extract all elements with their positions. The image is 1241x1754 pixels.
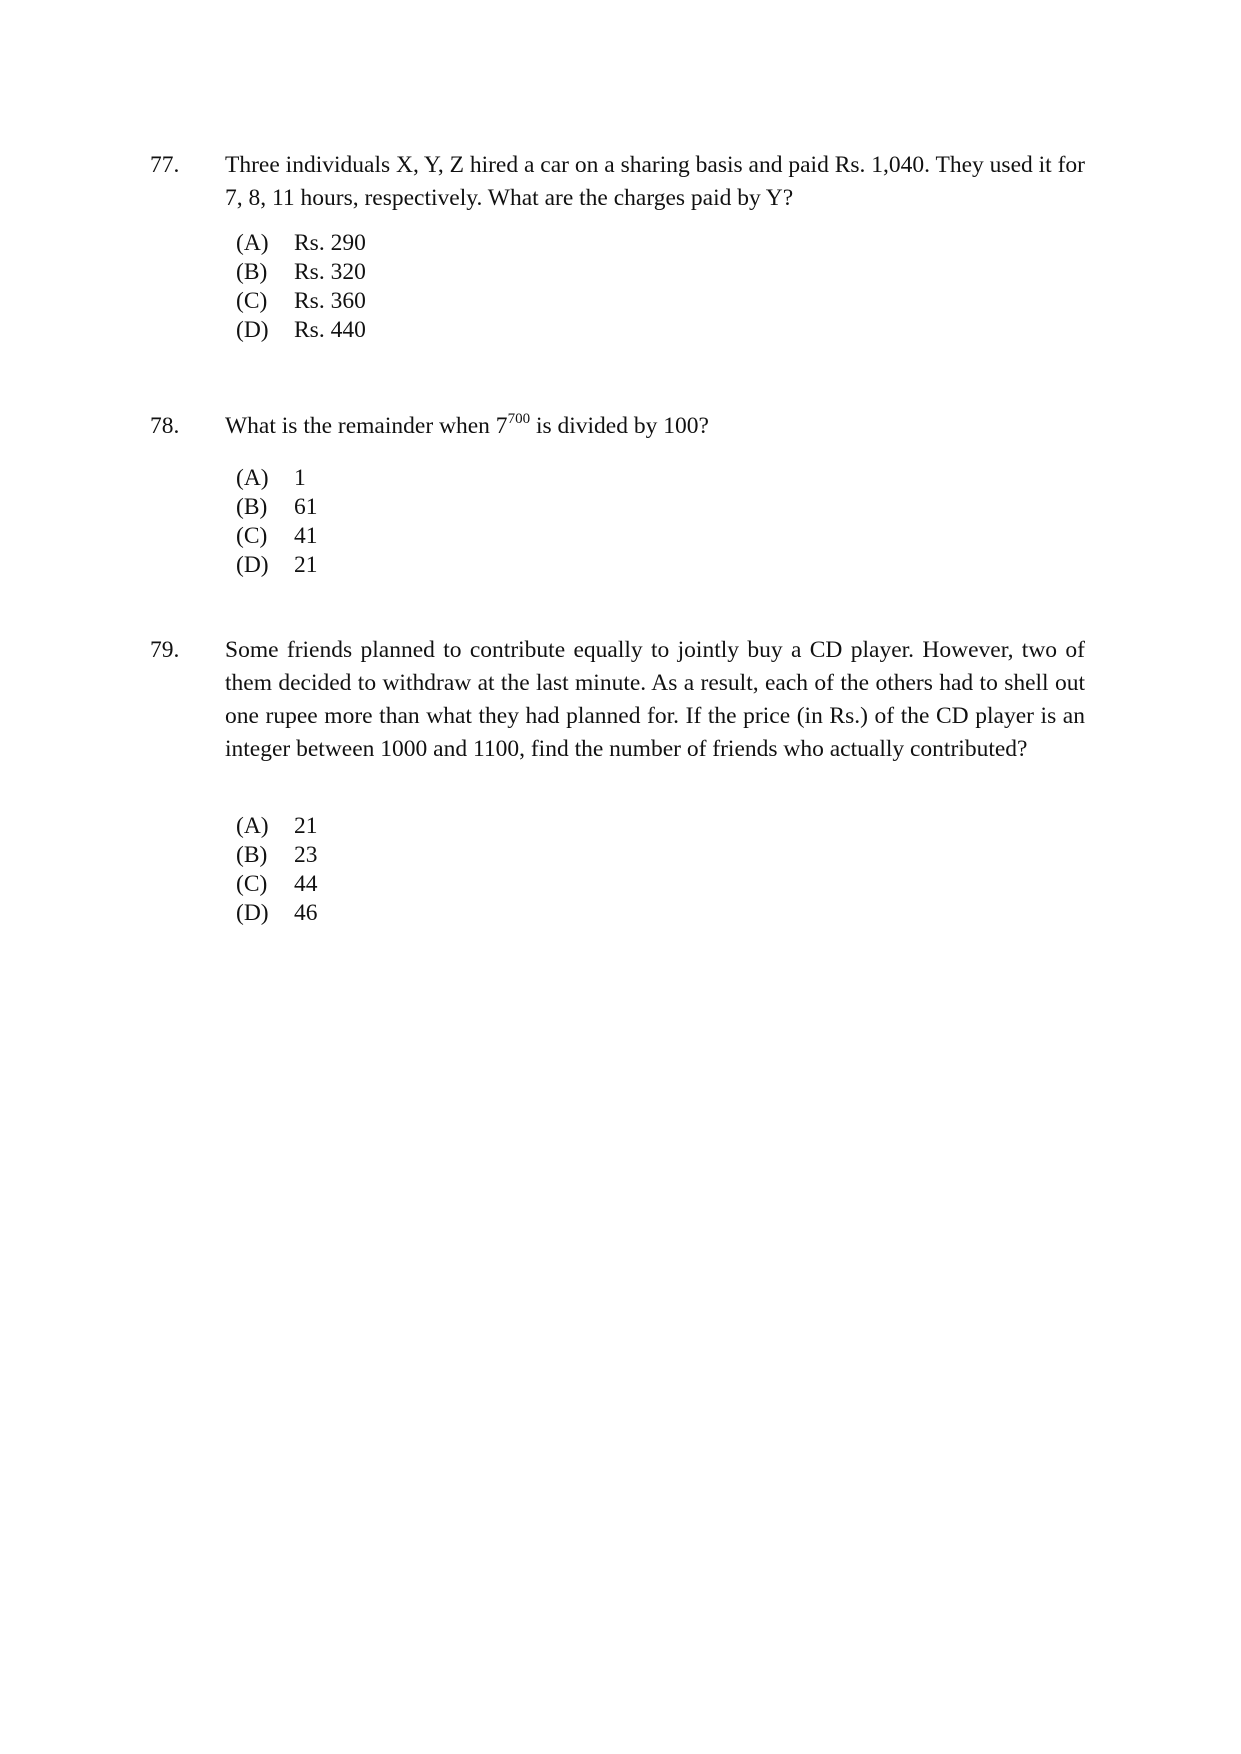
option-label: (A) <box>236 813 269 839</box>
option-label: (C) <box>236 871 268 897</box>
option-value: Rs. 360 <box>294 288 366 314</box>
option-label: (D) <box>236 317 269 343</box>
option-value: 23 <box>294 842 318 868</box>
question-text-after: is divided by 100? <box>530 413 709 439</box>
option-label: (A) <box>236 465 269 491</box>
option-value: 21 <box>294 552 318 578</box>
option-value: 46 <box>294 900 318 926</box>
question-text-before: What is the remainder when 7 <box>225 413 508 439</box>
option-c <box>236 870 318 899</box>
option-value: Rs. 440 <box>294 317 366 343</box>
option-label: (D) <box>236 552 269 578</box>
question-text <box>225 410 1085 443</box>
exponent: 700 <box>507 411 531 427</box>
option-label: (C) <box>236 523 268 549</box>
option-d <box>236 899 318 928</box>
option-label: (B) <box>236 494 268 520</box>
option-label: (A) <box>236 230 269 256</box>
option-c <box>236 522 318 551</box>
question-number: 77. <box>150 152 180 178</box>
option-value: 21 <box>294 813 318 839</box>
question-number: 79. <box>150 637 180 663</box>
option-value: Rs. 290 <box>294 230 366 256</box>
option-value: 61 <box>294 494 318 520</box>
options-list <box>236 464 318 580</box>
options-list <box>236 229 366 345</box>
option-value: 41 <box>294 523 318 549</box>
option-d <box>236 551 318 580</box>
question-text: Three individuals X, Y, Z hired a car on a sharing basis and paid Rs. 1,040. They used it for 7, 8, 11 hours, respectively. What are the charges paid by Y? <box>225 152 1085 211</box>
option-a <box>236 812 318 841</box>
option-b <box>236 493 318 522</box>
option-value: 1 <box>294 465 306 491</box>
option-b <box>236 841 318 870</box>
option-b <box>236 258 366 287</box>
options-list <box>236 812 318 928</box>
option-label: (B) <box>236 259 268 285</box>
option-label: (D) <box>236 900 269 926</box>
option-value: Rs. 320 <box>294 259 366 285</box>
option-d <box>236 316 366 345</box>
option-c <box>236 287 366 316</box>
question-text: Some friends planned to contribute equally to jointly buy a CD player. However, two of them decided to withdraw at the last minute. As a result, each of the others had to shell out one rupee more than what they had planned for. If the price (in Rs.) of the CD player is an integer between 1000 and 1100, find the number of friends who actually contributed? <box>225 637 1085 762</box>
option-a <box>236 229 366 258</box>
option-a <box>236 464 318 493</box>
option-value: 44 <box>294 871 318 897</box>
option-label: (C) <box>236 288 268 314</box>
question-number: 78. <box>150 413 180 439</box>
option-label: (B) <box>236 842 268 868</box>
